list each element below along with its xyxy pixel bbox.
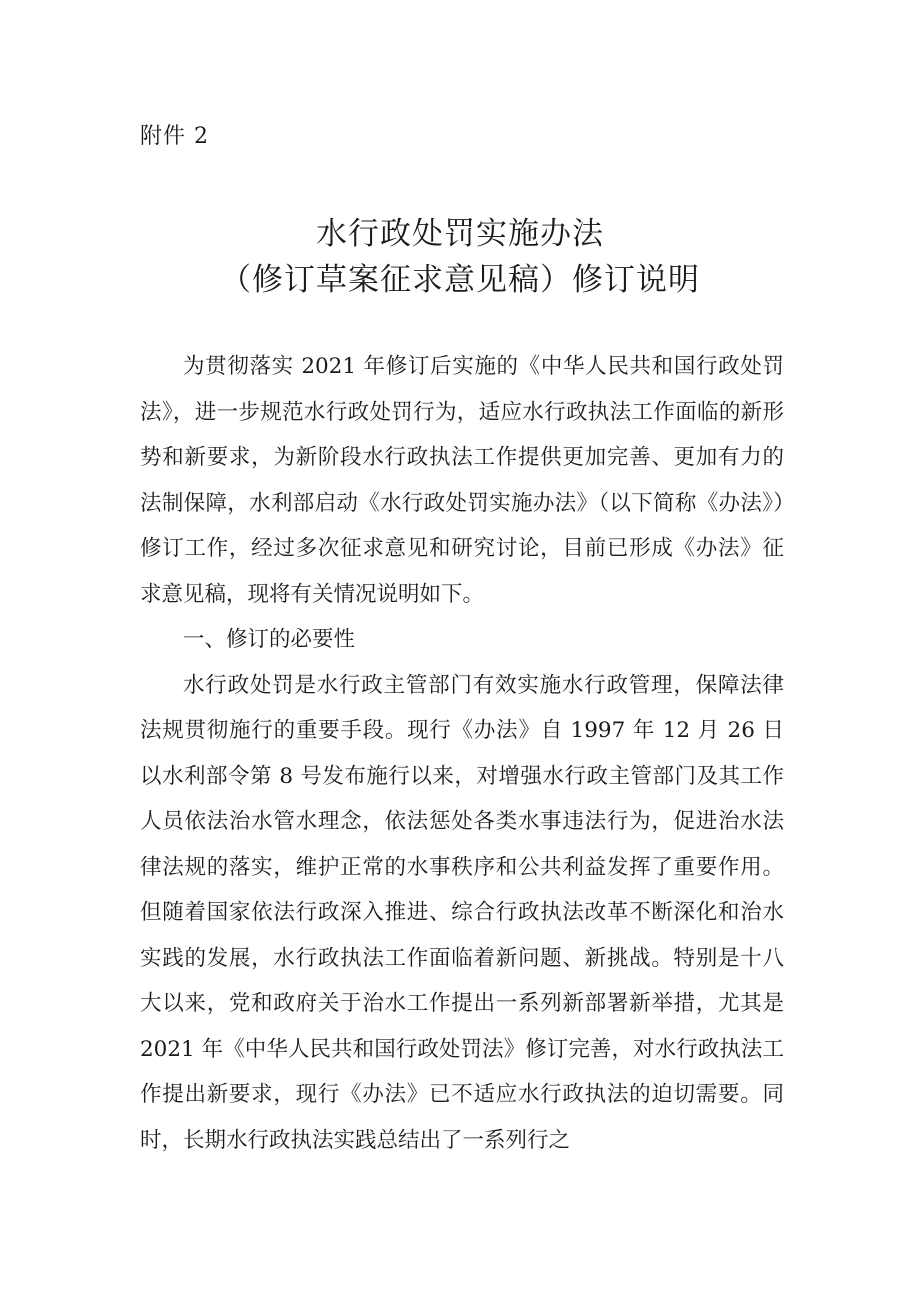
document-title: 水行政处罚实施办法 [316,216,604,252]
document-subtitle: （修订草案征求意见稿）修订说明 [220,262,700,298]
body-paragraph-intro: 为贯彻落实 2021 年修订后实施的《中华人民共和国行政处罚法》，进一步规范水行政处罚行为，适应水行政执法工作面临的新形势和新要求，为新阶段水行政执法工作提供更加完善、更加有力的法制保障，水利部启动《水行政处罚实施办法》（以下简称《办法》）修订工作，经过多次征求意见和研究讨论，目前已形成《办法》征求意见稿，现将有关情况说明如下。 [140,354,784,607]
document-body [140,344,784,1163]
attachment-label: 附件 2 [140,124,209,149]
body-paragraph-necessity: 水行政处罚是水行政主管部门有效实施水行政管理，保障法律法规贯彻施行的重要手段。现行《办法》自 1997 年 12 月 26 日以水利部令第 8 号发布施行以来，对增强水行政主管部门及其工作人员依法治水管水理念，依法惩处各类水事违法行为，促进治水法律法规的落实，维护正常的水事秩序和公共利益发挥了重要作用。但随着国家依法行政深入推进、综合行政执法改革不断深化和治水实践的发展，水行政执法工作面临着新问题、新挑战。特别是十八大以来，党和政府关于治水工作提出一系列新部署新举措，尤其是 2021 年《中华人民共和国行政处罚法》修订完善，对水行政执法工作提出新要求，现行《办法》已不适应水行政执法的迫切需要。同时，长期水行政执法实践总结出了一系列行之 [140,672,784,1153]
section-heading-necessity: 一、修订的必要性 [183,627,356,652]
